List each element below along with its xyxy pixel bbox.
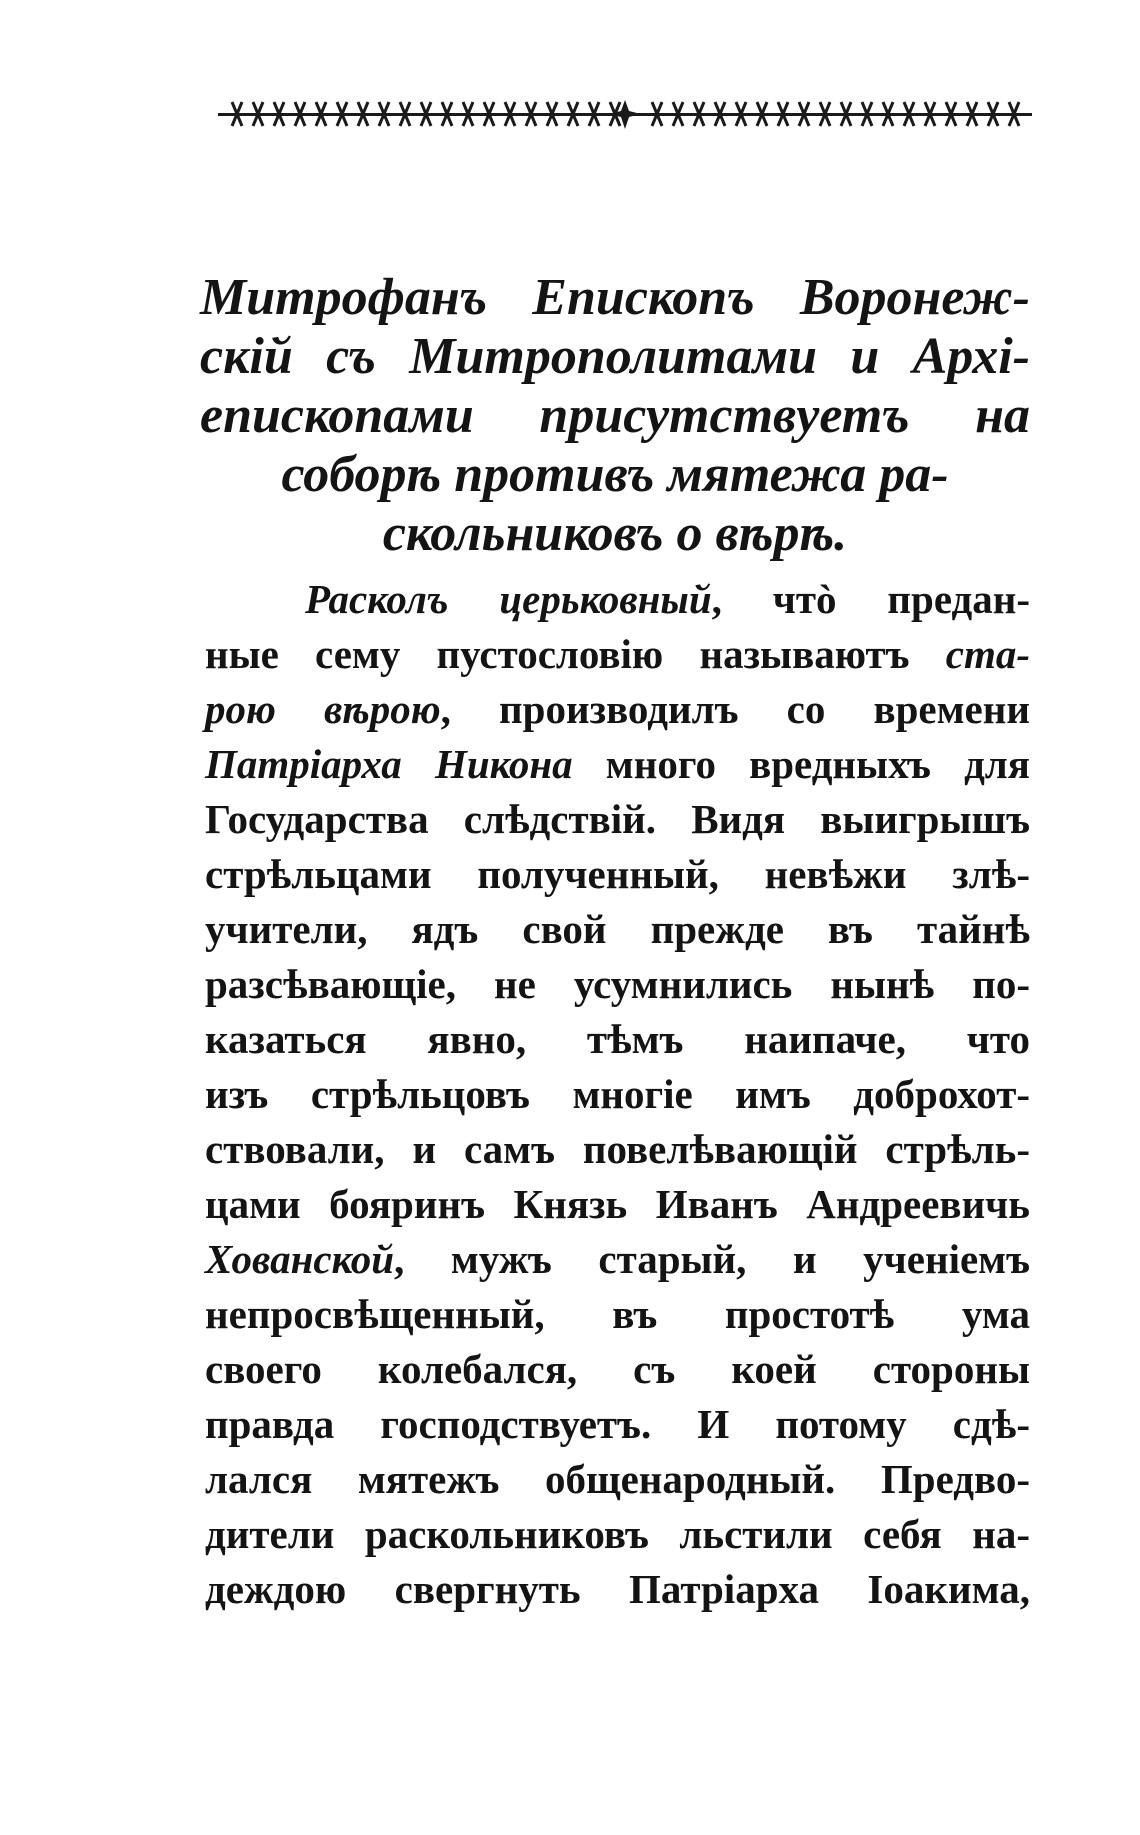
text-line: [205, 1122, 1030, 1177]
text-segment: учители, ядъ свой прежде въ тайнѣ: [205, 906, 1030, 952]
text-line: [205, 1507, 1030, 1562]
text-line: [205, 1452, 1030, 1507]
text-segment: много вредныхъ для: [572, 741, 1030, 787]
heading-line: соборѣ противъ мятежа ра-: [281, 446, 949, 503]
text-segment: изъ стрѣльцовъ многіе имъ доброхот-: [205, 1071, 1030, 1117]
text-segment: стрѣльцами полученный, невѣжи злѣ-: [205, 851, 1030, 897]
text-line: [205, 1067, 1030, 1122]
text-line: [205, 627, 1030, 682]
text-segment: своего колебался, съ коей стороны: [205, 1346, 1030, 1392]
text-segment: казаться явно, тѣмъ наипаче, что: [205, 1016, 1030, 1062]
text-segment: непросвѣщенный, въ простотѣ ума: [205, 1291, 1030, 1337]
text-segment: Государства слѣдствій. Видя выигрышъ: [205, 796, 1030, 842]
heading-line: скій съ Митрополитами и Архі-: [200, 328, 1030, 385]
text-line: [205, 847, 1030, 902]
heading-line: скольниковъ о вѣрѣ.: [382, 505, 848, 562]
text-segment: дители раскольниковъ льстили себя на-: [205, 1511, 1030, 1557]
text-segment: лался мятежъ общенародный. Предво-: [205, 1456, 1030, 1502]
text-line: [205, 737, 1030, 792]
italic-text: рою вѣрою: [205, 686, 441, 732]
text-segment: разсѣвающіе, не усумнились нынѣ по-: [205, 961, 1030, 1007]
text-line: [205, 957, 1030, 1012]
text-line: [205, 1397, 1030, 1452]
text-segment: ствовали, и самъ повелѣвающій стрѣль-: [205, 1126, 1030, 1172]
text-segment: , мужъ старый, и ученіемъ: [394, 1236, 1030, 1282]
italic-text: ста-: [945, 631, 1030, 677]
heading-line: Митрофанъ Епископъ Воронеж-: [200, 269, 1030, 326]
italic-text: Расколъ церьковный: [305, 576, 712, 622]
ornament-headpiece-icon: [218, 98, 1032, 132]
text-segment: , чтò предан-: [711, 576, 1030, 622]
text-segment: деждою свергнуть Патріарха Іоакима,: [205, 1566, 1030, 1612]
italic-text: Патріарха Никона: [205, 741, 573, 787]
chapter-heading: [200, 268, 1030, 563]
text-segment: ные сему пустословію называютъ: [205, 631, 946, 677]
text-line: [205, 1177, 1030, 1232]
text-line: [205, 572, 1030, 627]
text-line: [205, 1012, 1030, 1067]
text-line: [205, 1232, 1030, 1287]
text-line: [205, 1287, 1030, 1342]
body-paragraph: [205, 572, 1030, 1617]
heading-line: епископами присутствуетъ на: [200, 387, 1030, 444]
text-segment: правда господствуетъ. И потому сдѣ-: [205, 1401, 1030, 1447]
italic-text: Хованской: [205, 1236, 395, 1282]
text-line: [205, 682, 1030, 737]
text-line: [205, 902, 1030, 957]
text-line: [205, 1342, 1030, 1397]
text-line: [205, 1562, 1030, 1617]
text-line: [205, 792, 1030, 847]
text-segment: , производилъ со времени: [440, 686, 1030, 732]
text-segment: цами бояринъ Князь Иванъ Андреевичь: [205, 1181, 1030, 1227]
